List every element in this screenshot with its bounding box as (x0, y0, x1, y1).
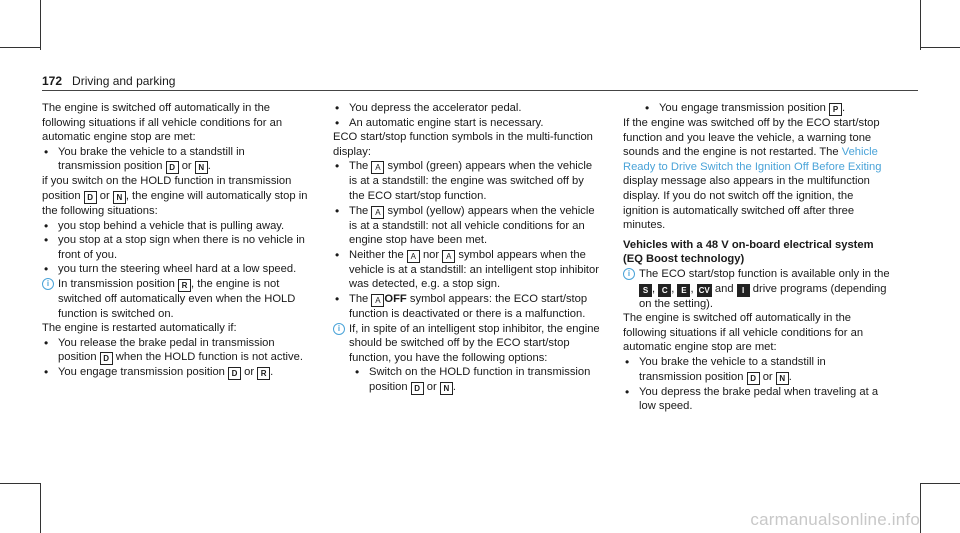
section-heading: Vehicles with a 48 V on-board electrical system (EQ Boost technology) (623, 238, 874, 266)
drive-program-s-icon: S (639, 284, 652, 297)
page-header (42, 74, 175, 88)
column-1 (42, 101, 310, 380)
list-item: • Neither the A nor A symbol appears when the vehicle is at a standstill: an intelligent stop inhibitor was detected, e.g. a stop sign. (333, 248, 601, 292)
crop-mark (920, 483, 921, 533)
list-item: • You engage transmission position D or R . (42, 365, 310, 380)
transmission-n-icon: N (195, 161, 208, 174)
display-message: Vehicle Ready to Drive Switch the Ignition Off Before Exiting (623, 146, 882, 173)
crop-mark (920, 47, 960, 48)
crop-mark (0, 47, 40, 48)
list-item: • You depress the brake pedal when traveling at a low speed. (623, 385, 891, 414)
bullet-list (42, 219, 310, 277)
drive-program-cv-icon: CV (698, 285, 710, 295)
eco-start-stop-icon: A (371, 161, 384, 174)
paragraph: The engine is switched off automatically in the following situations if all vehicle conditions for an automatic engine stop are met: (623, 312, 864, 354)
transmission-n-icon: N (776, 372, 789, 385)
sub-bullet-list (333, 365, 601, 395)
sub-bullet-list (623, 101, 891, 116)
list-item: • you stop at a stop sign when there is no vehicle in front of you. (42, 233, 310, 262)
eco-start-stop-crossed-icon: A (442, 250, 455, 263)
crop-mark (0, 483, 40, 484)
column-3 (623, 101, 891, 414)
transmission-d-icon: D (100, 352, 113, 365)
list-item: • Switch on the HOLD function in transmission position D or N . (353, 365, 601, 395)
list-item: • The A symbol (green) appears when the vehicle is at a standstill: the engine was switched off by the ECO start/stop function. (333, 159, 601, 203)
paragraph: if you switch on the HOLD function in transmission position D or N , the engine will automatically stop in the following situations: (42, 175, 308, 217)
list-item: • You brake the vehicle to a standstill in transmission position D or N . (42, 145, 310, 175)
drive-program-i-icon: I (737, 284, 750, 297)
header-rule (42, 90, 918, 91)
bullet-list (623, 355, 891, 414)
bullet-list (333, 101, 601, 130)
info-icon: i (623, 268, 635, 280)
paragraph: If the engine was switched off by the ECO start/stop function and you leave the vehicle, a warning tone sounds and the engine is not restarted. The Vehicle Ready to Drive Switch the Ignition Off Before Exiting display message also appears in the multifunction display. If you do not switch off the ignition, the ignition is automatically switched off after three minutes. (623, 117, 882, 232)
paragraph: The engine is switched off automatically in the following situations if all vehicle conditions for an automatic engine stop are met: (42, 102, 283, 144)
transmission-n-icon: N (113, 191, 126, 204)
transmission-n-icon: N (440, 382, 453, 395)
paragraph: ECO start/stop function symbols in the multi-function display: (333, 131, 593, 158)
transmission-r-icon: R (178, 279, 191, 292)
drive-program-c-icon: C (658, 284, 671, 297)
list-item: • you stop behind a vehicle that is pulling away. (42, 219, 310, 234)
crop-mark (920, 0, 921, 50)
crop-mark (40, 0, 41, 50)
info-note: i The ECO start/stop function is available only in the S , C , E , CV and I drive programs (depending on the setting). (623, 267, 891, 311)
eco-start-stop-icon: A (371, 294, 384, 307)
info-note: i If, in spite of an intelligent stop inhibitor, the engine should be switched off by the ECO start/stop function, you have the following options: (333, 322, 601, 366)
section-title: Driving and parking (72, 74, 176, 88)
list-item: • You depress the accelerator pedal. (333, 101, 601, 116)
list-item: • The A symbol (yellow) appears when the vehicle is at a standstill: not all vehicle conditions for an engine stop have been met. (333, 204, 601, 248)
drive-program-e-icon: E (677, 284, 690, 297)
transmission-d-icon: D (228, 367, 241, 380)
column-2 (333, 101, 601, 395)
transmission-r-icon: R (257, 367, 270, 380)
bullet-list (333, 159, 601, 321)
transmission-d-icon: D (411, 382, 424, 395)
list-item: • You engage transmission position P . (643, 101, 891, 116)
page-number: 172 (42, 74, 63, 88)
list-item: • you turn the steering wheel hard at a low speed. (42, 262, 310, 277)
paragraph: The engine is restarted automatically if: (42, 322, 237, 335)
eco-start-stop-crossed-icon: A (371, 206, 384, 219)
info-icon: i (42, 278, 54, 290)
watermark-text: carmanualsonline.info (750, 510, 920, 529)
info-icon: i (333, 323, 345, 335)
transmission-d-icon: D (166, 161, 179, 174)
info-note: i In transmission position R , the engine is not switched off automatically even when the HOLD function is switched on. (42, 277, 310, 321)
bullet-list (42, 336, 310, 381)
transmission-p-icon: P (829, 103, 842, 116)
bullet-list (42, 145, 310, 175)
list-item: • An automatic engine start is necessary. (333, 116, 601, 131)
list-item: • You release the brake pedal in transmission position D when the HOLD function is not active. (42, 336, 310, 366)
eco-start-stop-icon: A (407, 250, 420, 263)
list-item: • The A OFF symbol appears: the ECO start/stop function is deactivated or there is a malfunction. (333, 292, 601, 322)
list-item: • You brake the vehicle to a standstill in transmission position D or N . (623, 355, 891, 385)
crop-mark (920, 483, 960, 484)
transmission-d-icon: D (747, 372, 760, 385)
crop-mark (40, 483, 41, 533)
transmission-d-icon: D (84, 191, 97, 204)
